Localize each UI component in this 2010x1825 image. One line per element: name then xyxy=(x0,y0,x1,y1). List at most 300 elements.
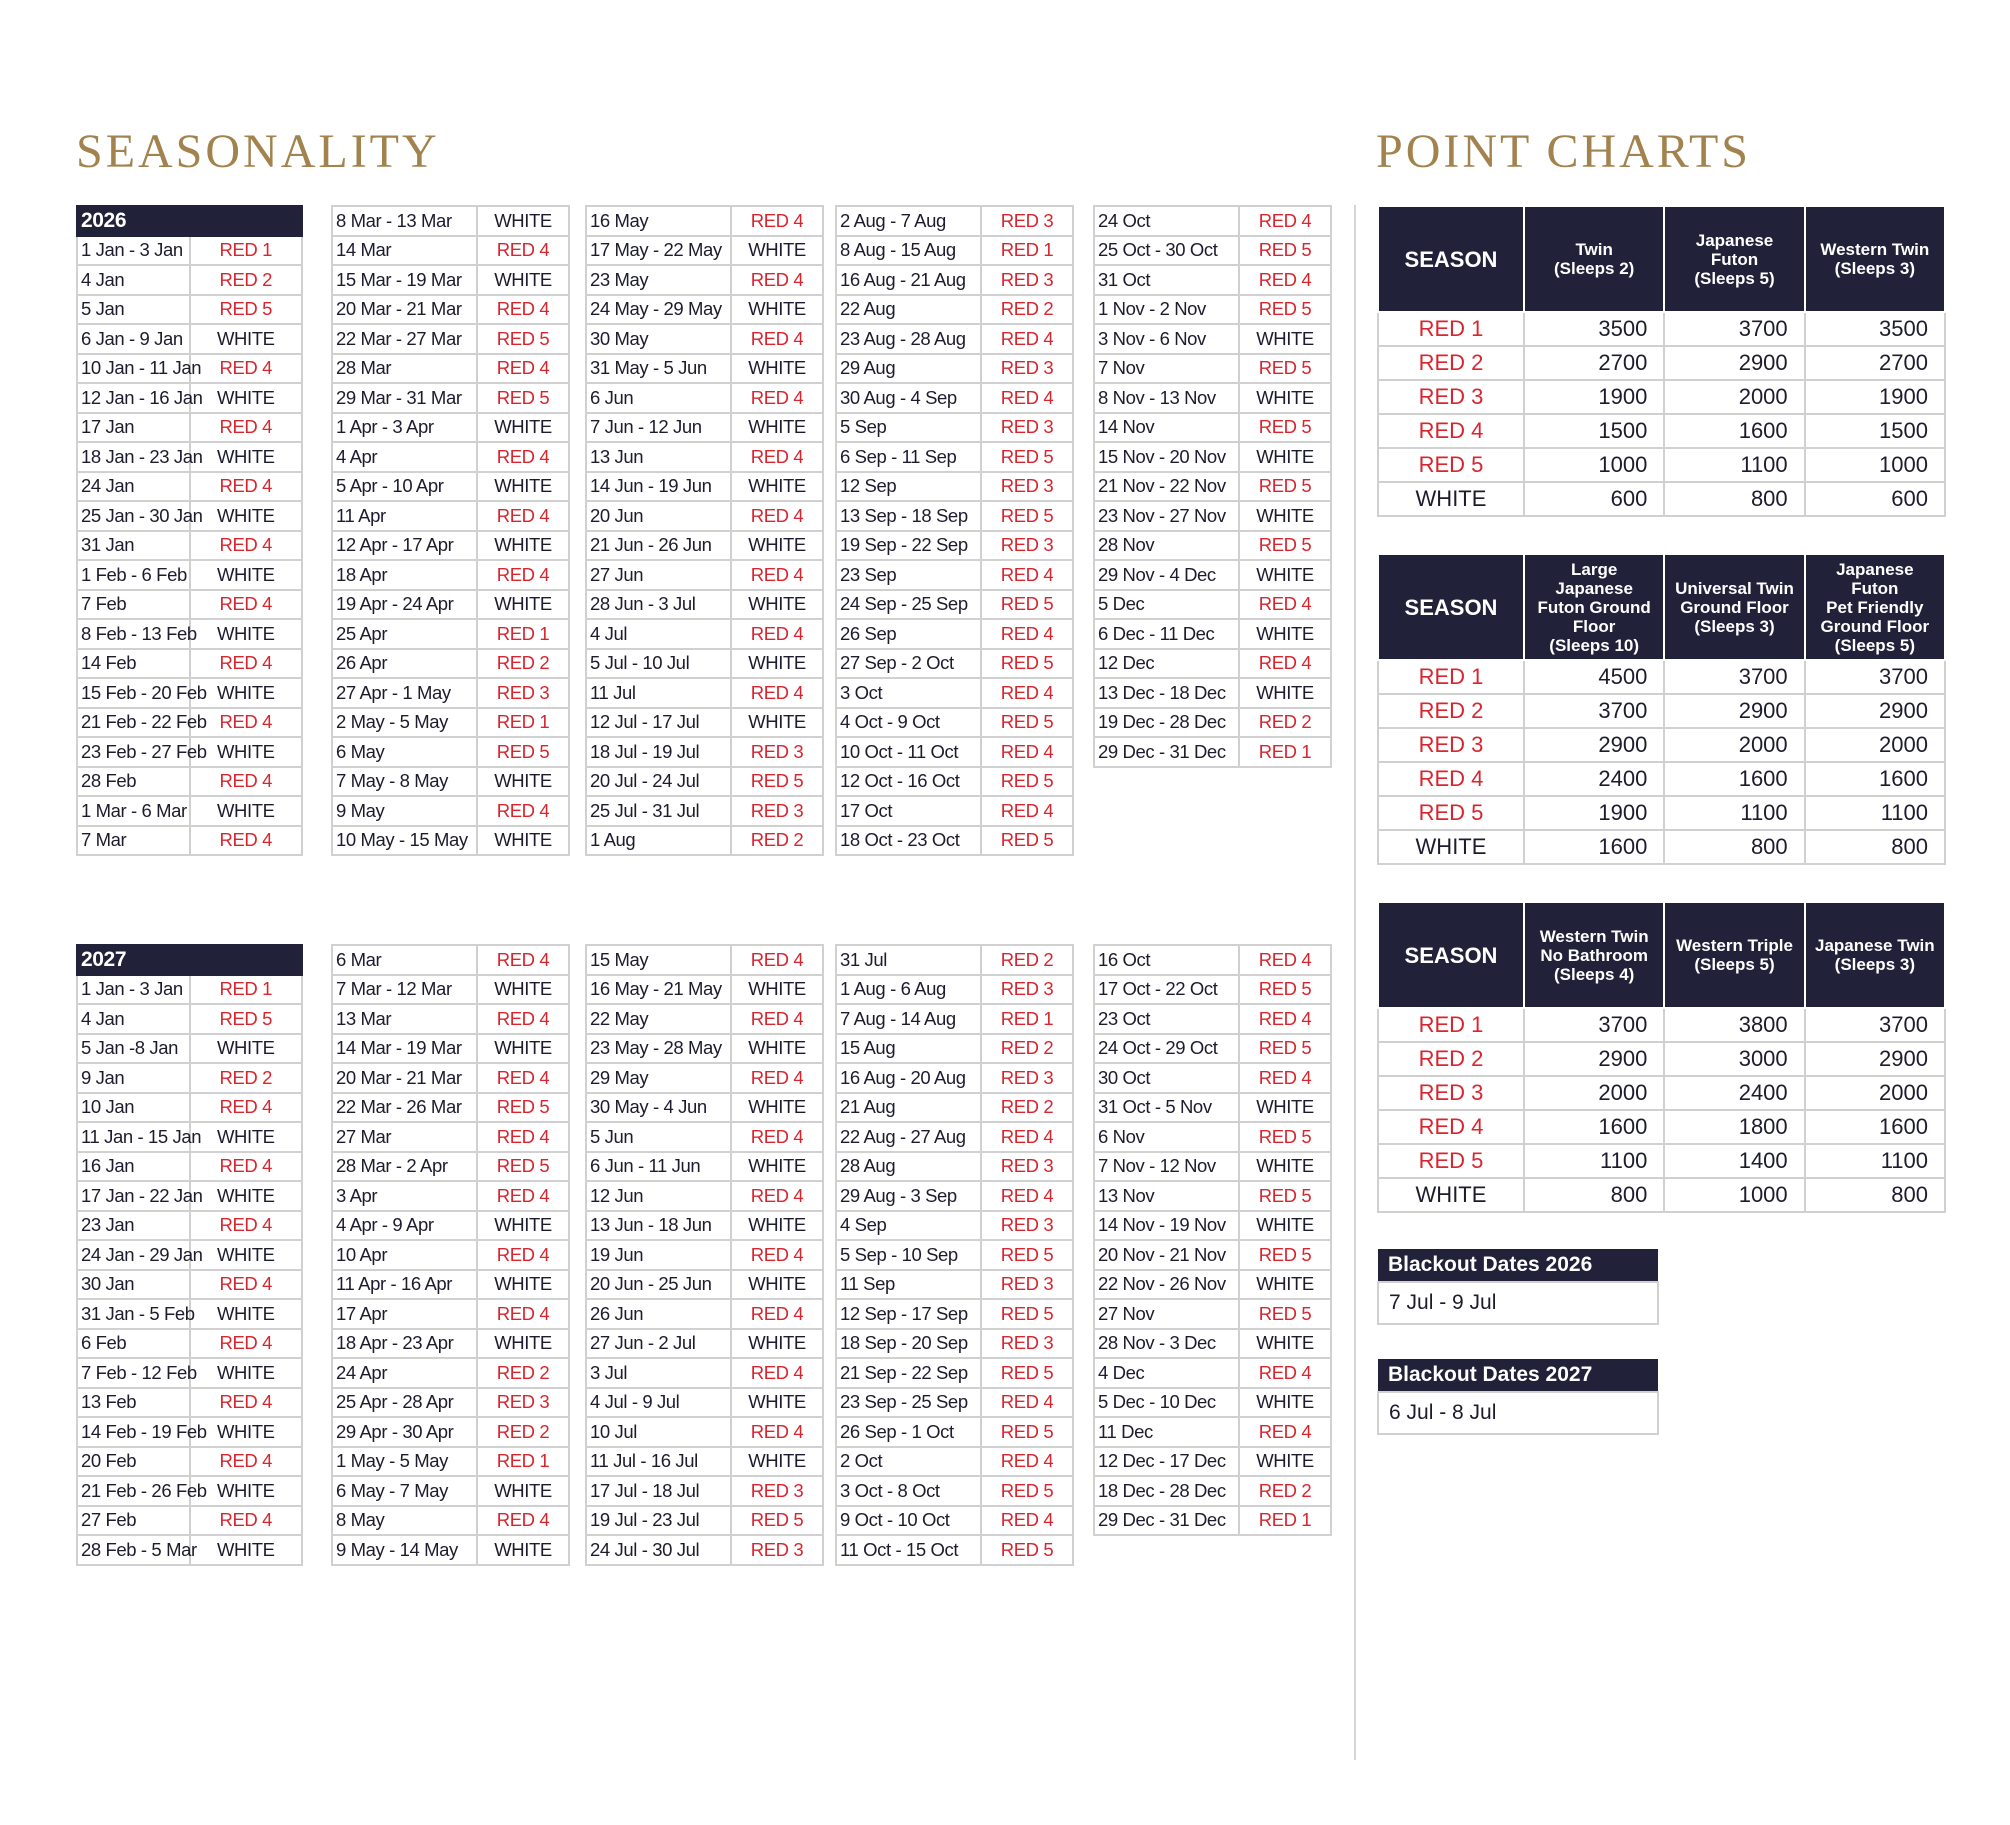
table-row xyxy=(332,1270,569,1300)
table-row xyxy=(77,1535,302,1565)
date-range: 23 Feb - 27 Feb xyxy=(77,737,190,767)
date-range: 28 Aug xyxy=(836,1152,981,1182)
table-row xyxy=(586,945,823,975)
season-label: RED 3 xyxy=(981,354,1073,384)
date-range: 11 Dec xyxy=(1094,1417,1239,1447)
table-row xyxy=(1094,945,1331,975)
date-range: 29 Nov - 4 Dec xyxy=(1094,560,1239,590)
table-row xyxy=(1094,1270,1331,1300)
room-type-header: Japanese Futon Pet Friendly Ground Floor (Sleeps 5) xyxy=(1805,554,1945,660)
points-value: 2700 xyxy=(1805,346,1945,380)
season-label: RED 4 xyxy=(477,945,569,975)
table-row xyxy=(77,1122,302,1152)
table-row xyxy=(586,1476,823,1506)
table-row xyxy=(836,1270,1073,1300)
season-label: RED 5 xyxy=(1239,1034,1331,1064)
season-label: RED 4 xyxy=(1239,649,1331,679)
season-label: RED 2 xyxy=(190,1063,303,1093)
date-range: 12 Dec - 17 Dec xyxy=(1094,1447,1239,1477)
season-label: RED 5 xyxy=(1239,1122,1331,1152)
season-label: RED 4 xyxy=(981,1447,1073,1477)
date-range: 10 Apr xyxy=(332,1240,477,1270)
date-range: 27 Sep - 2 Oct xyxy=(836,649,981,679)
season-label: RED 4 xyxy=(190,1506,303,1536)
season-label: RED 3 xyxy=(981,1270,1073,1300)
date-range: 28 Mar xyxy=(332,354,477,384)
season-label: WHITE xyxy=(1378,482,1524,516)
date-range: 17 Jan xyxy=(77,413,190,443)
season-label: RED 3 xyxy=(981,531,1073,561)
table-row xyxy=(1378,346,1945,380)
season-label: WHITE xyxy=(190,619,303,649)
points-value: 800 xyxy=(1664,482,1804,516)
date-range: 19 Jul - 23 Jul xyxy=(586,1506,731,1536)
date-range: 12 Apr - 17 Apr xyxy=(332,531,477,561)
point-chart-3 xyxy=(1377,901,1946,1213)
table-row xyxy=(1094,501,1331,531)
points-value: 1100 xyxy=(1664,448,1804,482)
table-row xyxy=(1094,649,1331,679)
date-range: 4 Sep xyxy=(836,1211,981,1241)
season-label: WHITE xyxy=(190,501,303,531)
date-range: 16 Oct xyxy=(1094,945,1239,975)
season-label: RED 1 xyxy=(477,708,569,738)
season-label: WHITE xyxy=(1239,1211,1331,1241)
table-row xyxy=(1378,830,1945,864)
table-row xyxy=(332,1388,569,1418)
season-label: RED 5 xyxy=(477,383,569,413)
date-range: 23 Sep xyxy=(836,560,981,590)
date-range: 28 Feb - 5 Mar xyxy=(77,1535,190,1565)
table-row xyxy=(332,678,569,708)
season-label: WHITE xyxy=(190,1240,303,1270)
date-range: 18 Apr xyxy=(332,560,477,590)
date-range: 5 Sep xyxy=(836,413,981,443)
season-label: RED 5 xyxy=(1239,472,1331,502)
date-range: 13 Dec - 18 Dec xyxy=(1094,678,1239,708)
season-label: WHITE xyxy=(1239,324,1331,354)
season-label: RED 4 xyxy=(731,945,823,975)
table-row xyxy=(836,1093,1073,1123)
season-label: RED 4 xyxy=(1239,1004,1331,1034)
date-range: 17 May - 22 May xyxy=(586,236,731,266)
season-table-2027-col-3 xyxy=(585,944,824,1566)
points-value: 2700 xyxy=(1524,346,1664,380)
season-label: RED 4 xyxy=(477,1063,569,1093)
season-label: RED 4 xyxy=(477,354,569,384)
season-label: RED 4 xyxy=(190,1270,303,1300)
season-label: RED 3 xyxy=(981,1152,1073,1182)
season-label: RED 1 xyxy=(477,619,569,649)
table-row xyxy=(1094,1034,1331,1064)
season-label: RED 4 xyxy=(190,413,303,443)
date-range: 24 Jul - 30 Jul xyxy=(586,1535,731,1565)
date-range: 22 May xyxy=(586,1004,731,1034)
season-label: RED 5 xyxy=(1239,1240,1331,1270)
table-row xyxy=(77,1004,302,1034)
table-row xyxy=(836,1447,1073,1477)
table-row xyxy=(1094,1299,1331,1329)
table-row xyxy=(836,737,1073,767)
season-label: RED 4 xyxy=(190,767,303,797)
table-row xyxy=(586,236,823,266)
table-row xyxy=(332,354,569,384)
table-row xyxy=(77,383,302,413)
blackout-title: Blackout Dates 2026 xyxy=(1378,1249,1658,1282)
season-label: RED 4 xyxy=(190,472,303,502)
room-type-header: Twin (Sleeps 2) xyxy=(1524,206,1664,312)
table-row xyxy=(836,560,1073,590)
date-range: 2 Oct xyxy=(836,1447,981,1477)
table-row xyxy=(332,1535,569,1565)
table-row xyxy=(1094,383,1331,413)
season-column-header: SEASON xyxy=(1378,902,1524,1008)
table-row xyxy=(77,265,302,295)
date-range: 5 Sep - 10 Sep xyxy=(836,1240,981,1270)
season-label: RED 2 xyxy=(477,1417,569,1447)
table-row xyxy=(1378,660,1945,694)
table-row xyxy=(586,442,823,472)
table-row xyxy=(836,590,1073,620)
date-range: 3 Nov - 6 Nov xyxy=(1094,324,1239,354)
table-row xyxy=(1094,619,1331,649)
table-row xyxy=(77,1506,302,1536)
season-label: RED 2 xyxy=(477,649,569,679)
date-range: 23 May - 28 May xyxy=(586,1034,731,1064)
date-range: 12 Oct - 16 Oct xyxy=(836,767,981,797)
table-row xyxy=(332,590,569,620)
table-row xyxy=(586,796,823,826)
room-type-header: Western Triple (Sleeps 5) xyxy=(1664,902,1804,1008)
date-range: 6 Feb xyxy=(77,1329,190,1359)
season-label: WHITE xyxy=(731,1211,823,1241)
season-label: WHITE xyxy=(1239,1388,1331,1418)
table-row xyxy=(77,354,302,384)
season-label: RED 5 xyxy=(477,1093,569,1123)
season-label: RED 4 xyxy=(477,442,569,472)
date-range: 21 Jun - 26 Jun xyxy=(586,531,731,561)
points-value: 1600 xyxy=(1805,1110,1945,1144)
table-row xyxy=(77,1447,302,1477)
date-range: 9 May xyxy=(332,796,477,826)
date-range: 3 Apr xyxy=(332,1181,477,1211)
table-row xyxy=(586,383,823,413)
season-label: RED 1 xyxy=(1378,312,1524,346)
table-row xyxy=(1094,1152,1331,1182)
date-range: 4 Oct - 9 Oct xyxy=(836,708,981,738)
table-row xyxy=(836,678,1073,708)
season-label: WHITE xyxy=(1239,1093,1331,1123)
table-row xyxy=(836,1063,1073,1093)
table-row xyxy=(586,1388,823,1418)
season-label: WHITE xyxy=(1239,678,1331,708)
season-label: RED 3 xyxy=(981,1063,1073,1093)
date-range: 27 Apr - 1 May xyxy=(332,678,477,708)
table-row xyxy=(1378,1008,1945,1042)
season-label: RED 3 xyxy=(731,796,823,826)
date-range: 24 Jan xyxy=(77,472,190,502)
table-row xyxy=(836,1358,1073,1388)
season-label: RED 4 xyxy=(981,560,1073,590)
date-range: 24 Oct - 29 Oct xyxy=(1094,1034,1239,1064)
date-range: 26 Jun xyxy=(586,1299,731,1329)
season-label: RED 2 xyxy=(1378,1042,1524,1076)
season-label: RED 3 xyxy=(981,265,1073,295)
date-range: 20 Feb xyxy=(77,1447,190,1477)
date-range: 19 Apr - 24 Apr xyxy=(332,590,477,620)
date-range: 8 Feb - 13 Feb xyxy=(77,619,190,649)
season-label: RED 4 xyxy=(981,1122,1073,1152)
season-label: RED 1 xyxy=(190,975,303,1005)
date-range: 21 Feb - 26 Feb xyxy=(77,1476,190,1506)
season-label: RED 5 xyxy=(981,501,1073,531)
season-label: RED 3 xyxy=(1378,380,1524,414)
date-range: 12 Dec xyxy=(1094,649,1239,679)
date-range: 11 Apr xyxy=(332,501,477,531)
date-range: 14 Feb - 19 Feb xyxy=(77,1417,190,1447)
table-row xyxy=(332,1329,569,1359)
table-row xyxy=(586,501,823,531)
points-value: 3700 xyxy=(1805,660,1945,694)
table-row xyxy=(586,1093,823,1123)
season-label: WHITE xyxy=(477,975,569,1005)
date-range: 9 Jan xyxy=(77,1063,190,1093)
table-row xyxy=(332,442,569,472)
season-label: WHITE xyxy=(1239,1270,1331,1300)
points-value: 3700 xyxy=(1524,1008,1664,1042)
table-row xyxy=(836,1299,1073,1329)
season-label: WHITE xyxy=(1239,560,1331,590)
table-row xyxy=(1378,1178,1945,1212)
table-row xyxy=(586,1034,823,1064)
date-range: 11 Jul xyxy=(586,678,731,708)
table-row xyxy=(836,501,1073,531)
season-label: WHITE xyxy=(1239,501,1331,531)
table-row xyxy=(332,796,569,826)
date-range: 20 Jul - 24 Jul xyxy=(586,767,731,797)
date-range: 25 Oct - 30 Oct xyxy=(1094,236,1239,266)
table-row xyxy=(77,413,302,443)
season-label: WHITE xyxy=(190,383,303,413)
season-label: WHITE xyxy=(731,472,823,502)
season-label: WHITE xyxy=(731,649,823,679)
date-range: 30 Jan xyxy=(77,1270,190,1300)
date-range: 7 Jun - 12 Jun xyxy=(586,413,731,443)
date-range: 6 Mar xyxy=(332,945,477,975)
table-row xyxy=(836,945,1073,975)
season-label: RED 2 xyxy=(981,1093,1073,1123)
date-range: 27 Jun - 2 Jul xyxy=(586,1329,731,1359)
season-label: RED 4 xyxy=(477,1122,569,1152)
room-type-header: Universal Twin Ground Floor (Sleeps 3) xyxy=(1664,554,1804,660)
points-value: 1600 xyxy=(1524,830,1664,864)
season-label: WHITE xyxy=(1239,383,1331,413)
season-label: RED 3 xyxy=(477,1388,569,1418)
points-value: 800 xyxy=(1805,830,1945,864)
date-range: 14 Feb xyxy=(77,649,190,679)
season-label: WHITE xyxy=(731,1034,823,1064)
table-row xyxy=(77,796,302,826)
season-label: WHITE xyxy=(190,1476,303,1506)
table-row xyxy=(586,324,823,354)
table-row xyxy=(586,708,823,738)
table-row xyxy=(586,1270,823,1300)
table-row xyxy=(1094,590,1331,620)
season-label: WHITE xyxy=(731,975,823,1005)
season-label: RED 5 xyxy=(1239,1181,1331,1211)
season-label: RED 2 xyxy=(1378,346,1524,380)
date-range: 16 Jan xyxy=(77,1152,190,1182)
season-label: RED 4 xyxy=(190,826,303,856)
date-range: 4 Apr - 9 Apr xyxy=(332,1211,477,1241)
table-row xyxy=(1094,708,1331,738)
date-range: 7 Nov xyxy=(1094,354,1239,384)
season-label: WHITE xyxy=(731,531,823,561)
table-row xyxy=(1094,324,1331,354)
table-row xyxy=(836,1535,1073,1565)
table-row xyxy=(1094,1417,1331,1447)
season-label: RED 5 xyxy=(1378,448,1524,482)
table-row xyxy=(836,531,1073,561)
table-row xyxy=(1094,1004,1331,1034)
date-range: 23 Nov - 27 Nov xyxy=(1094,501,1239,531)
season-label: RED 2 xyxy=(981,295,1073,325)
date-range: 1 May - 5 May xyxy=(332,1447,477,1477)
table-row xyxy=(1094,472,1331,502)
points-value: 1100 xyxy=(1805,1144,1945,1178)
date-range: 12 Sep xyxy=(836,472,981,502)
table-row xyxy=(77,1388,302,1418)
date-range: 18 Oct - 23 Oct xyxy=(836,826,981,856)
room-type-header: Western Twin (Sleeps 3) xyxy=(1805,206,1945,312)
date-range: 30 May xyxy=(586,324,731,354)
season-label: RED 4 xyxy=(1239,206,1331,236)
points-value: 2000 xyxy=(1805,1076,1945,1110)
date-range: 18 Dec - 28 Dec xyxy=(1094,1476,1239,1506)
season-label: RED 4 xyxy=(731,501,823,531)
season-label: RED 4 xyxy=(190,1152,303,1182)
date-range: 15 Aug xyxy=(836,1034,981,1064)
season-label: RED 2 xyxy=(1239,708,1331,738)
season-label: RED 4 xyxy=(981,619,1073,649)
season-label: RED 1 xyxy=(1378,660,1524,694)
season-label: RED 4 xyxy=(1378,414,1524,448)
table-row xyxy=(1378,1076,1945,1110)
date-range: 4 Apr xyxy=(332,442,477,472)
table-row xyxy=(586,737,823,767)
season-label: RED 4 xyxy=(731,560,823,590)
table-row xyxy=(332,324,569,354)
blackout-dates: 7 Jul - 9 Jul xyxy=(1378,1282,1658,1324)
table-row xyxy=(1094,206,1331,236)
season-label: RED 4 xyxy=(981,1506,1073,1536)
season-label: RED 4 xyxy=(477,1506,569,1536)
table-row xyxy=(332,1447,569,1477)
section-divider xyxy=(1354,205,1356,1760)
season-label: RED 5 xyxy=(981,1417,1073,1447)
point-chart-2 xyxy=(1377,553,1946,865)
date-range: 16 May - 21 May xyxy=(586,975,731,1005)
season-label: WHITE xyxy=(477,1476,569,1506)
season-label: WHITE xyxy=(731,295,823,325)
table-row xyxy=(77,472,302,502)
season-label: RED 5 xyxy=(477,1152,569,1182)
date-range: 18 Jan - 23 Jan xyxy=(77,442,190,472)
table-row xyxy=(77,649,302,679)
table-row xyxy=(836,796,1073,826)
season-label: RED 2 xyxy=(731,826,823,856)
table-row xyxy=(332,560,569,590)
table-row xyxy=(77,767,302,797)
table-row xyxy=(332,295,569,325)
table-row xyxy=(1378,1110,1945,1144)
date-range: 26 Sep xyxy=(836,619,981,649)
season-label: RED 4 xyxy=(731,442,823,472)
season-label: WHITE xyxy=(190,560,303,590)
date-range: 6 May - 7 May xyxy=(332,1476,477,1506)
date-range: 4 Jul xyxy=(586,619,731,649)
season-label: RED 3 xyxy=(981,1211,1073,1241)
date-range: 8 Mar - 13 Mar xyxy=(332,206,477,236)
date-range: 22 Mar - 26 Mar xyxy=(332,1093,477,1123)
table-row xyxy=(77,1152,302,1182)
season-label: RED 4 xyxy=(981,324,1073,354)
table-row xyxy=(1378,1042,1945,1076)
table-row xyxy=(1094,236,1331,266)
table-row xyxy=(1094,975,1331,1005)
date-range: 28 Nov xyxy=(1094,531,1239,561)
points-value: 4500 xyxy=(1524,660,1664,694)
points-value: 1100 xyxy=(1805,796,1945,830)
season-label: WHITE xyxy=(477,531,569,561)
table-row xyxy=(77,708,302,738)
season-label: RED 4 xyxy=(1378,762,1524,796)
table-row xyxy=(836,1211,1073,1241)
table-row xyxy=(586,1417,823,1447)
date-range: 14 Mar xyxy=(332,236,477,266)
date-range: 25 Jan - 30 Jan xyxy=(77,501,190,531)
date-range: 25 Apr - 28 Apr xyxy=(332,1388,477,1418)
season-label: WHITE xyxy=(731,1270,823,1300)
points-value: 1000 xyxy=(1805,448,1945,482)
date-range: 13 Sep - 18 Sep xyxy=(836,501,981,531)
date-range: 27 Feb xyxy=(77,1506,190,1536)
points-value: 1900 xyxy=(1524,796,1664,830)
date-range: 17 Oct - 22 Oct xyxy=(1094,975,1239,1005)
date-range: 7 Mar xyxy=(77,826,190,856)
season-table-2027-col-5 xyxy=(1093,944,1332,1536)
season-table-2027-col-2 xyxy=(331,944,570,1566)
season-label: RED 4 xyxy=(190,531,303,561)
date-range: 23 Sep - 25 Sep xyxy=(836,1388,981,1418)
season-label: RED 5 xyxy=(981,708,1073,738)
date-range: 5 Jan -8 Jan xyxy=(77,1034,190,1064)
date-range: 1 Aug - 6 Aug xyxy=(836,975,981,1005)
table-row xyxy=(1094,442,1331,472)
table-row xyxy=(586,1447,823,1477)
date-range: 30 May - 4 Jun xyxy=(586,1093,731,1123)
points-value: 3000 xyxy=(1664,1042,1804,1076)
season-label: RED 5 xyxy=(1239,354,1331,384)
season-label: WHITE xyxy=(477,1034,569,1064)
blackout-title: Blackout Dates 2027 xyxy=(1378,1359,1658,1392)
date-range: 17 Jul - 18 Jul xyxy=(586,1476,731,1506)
date-range: 11 Sep xyxy=(836,1270,981,1300)
season-label: RED 4 xyxy=(190,354,303,384)
date-range: 29 Dec - 31 Dec xyxy=(1094,1506,1239,1536)
table-row xyxy=(77,1034,302,1064)
season-label: RED 4 xyxy=(731,265,823,295)
